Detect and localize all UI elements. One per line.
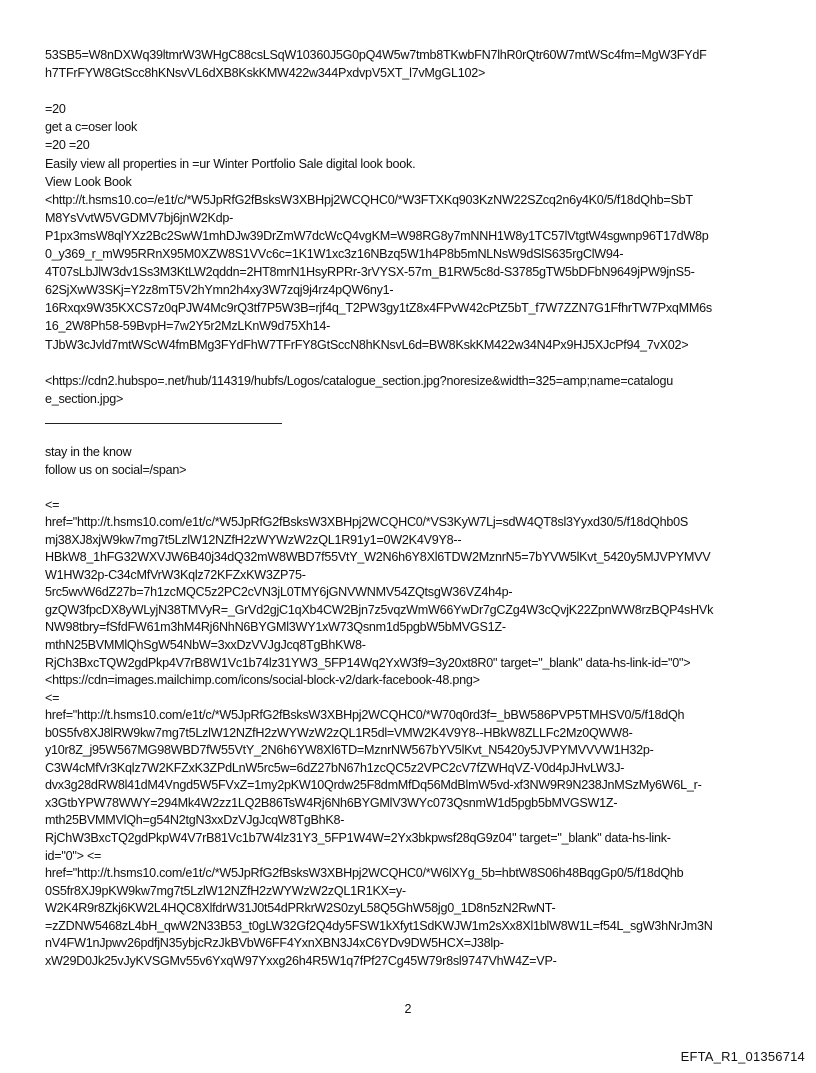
text-line: follow us on social=/span>	[45, 462, 187, 477]
text-line: W1HW32p-C34cMfVrW3Kqlz72KFZxKW3ZP75-	[45, 567, 306, 582]
text-line: href="http://t.hsms10.com/e1t/c/*W5JpRfG2fBsksW3XBHpj2WCQHC0/*VS3KyW7Lj=sdW4QT8sl3Yyxd30/5/f18dQhb0S	[45, 515, 689, 530]
bates-number: EFTA_R1_01356714	[680, 1049, 805, 1064]
text-line: Easily view all properties in =ur Winter Portfolio Sale digital look book.	[45, 156, 416, 171]
text-line: =20 =20	[45, 138, 90, 153]
text-line: 53SB5=W8nDXWq39ltmrW3WHgC88csLSqW10360J5G0pQ4W5w7tmb8TKwbFN7lhR0rQtr60W7mtWSc4fm=MgW3FYdF	[45, 48, 707, 62]
text-line: P1px3msW8qlYXz2Bc2SwW1mhDJw39DrZmW7dcWcQ4vgKM=W98RG8y7mNNH1W8y1TC57lVtgtW4sgwnp96T17dW8p	[45, 228, 709, 243]
email-source-text-top	[45, 46, 712, 408]
text-line: HBkW8_1hFG32WXVJW6B40j34dQ32mW8WBD7f55VtY_W2N6h6Y8Xl6TDW2MznrN5=7bYVW5lKvt_5420y5MJVPYMVV	[45, 550, 711, 565]
page-number: 2	[404, 1002, 412, 1016]
text-line: 16Rxqx9W35KXCS7z0qPJW4Mc9rQ3tf7P5W3B=rjf4q_T2PW3gy1tZ8x4FPvW42cPtZ5bT_f7W7ZZN7G1FfhrTW7PxqMM6s	[45, 301, 712, 316]
text-line: 4T07sLbJlW3dv1Ss3M3KtLW2qddn=2HT8mrN1HsyRPRr-3rVYSX-57m_B1RW5c8d-S3785gTW5bDFbN9649jPW9jnS5-	[45, 265, 695, 280]
text-line: =20	[45, 102, 66, 117]
text-line: 62SjXwW3SKj=Y2z8mT5V2hYmn2h4xy3W7zqj9j4rz4pQW6ny1-	[45, 283, 394, 298]
text-line: View Look Book	[45, 174, 132, 189]
text-line	[45, 82, 712, 100]
text-line: h7TFrFYW8GtScc8hKNsvVL6dXB8KskKMW422w344PxdvpV5XT_l7vMgGL102>	[45, 66, 486, 81]
text-line: xW29D0Jk25vJyKVSGMv55v6YxqW97Yxxg26h4R5W1q7fPf27Cg45W79r8sl9747VhW4Z=VP-	[45, 953, 557, 968]
text-line: mthN25BVMMlQhSgW54NbW=3xxDzVVJgJcq8TgBhKW8-	[45, 638, 366, 653]
text-line: NW98tbry=fSfdFW61m3hM4Rj6NhN6BYGMl3WY1xW73Qsnm1d5pgbW5bMVGS1Z-	[45, 620, 506, 635]
text-line: x3GtbYPW78WWY=294Mk4W2zz1LQ2B86TsW4Rj6Nh6BYGMlV3WYc073QsnmW1d5pgb5bMVGSW1Z-	[45, 795, 618, 810]
text-line: C3W4cMfVr3Kqlz7W2KFZxK3ZPdLnW5rc5w=6dZ27bN67h1zcQC5z2VPC2cV7fZWHqVZ-V0d4pJHvLW3J-	[45, 760, 625, 775]
text-line: gzQW3fpcDX8yWLyjN38TMVyR=_GrVd2gjC1qXb4CW2Bjn7z5vqzWmW66YwDr7gCZg4W3cQvjK22ZpnWW8rzBQP4sHVk	[45, 602, 714, 617]
text-line: RjChW3BxcTQ2gdPkpW4V7rB81Vc1b7W4lz31Y3_5FP1W4W=2Yx3bkpwsf28qG9z04" target="_blank" data-hs-link-	[45, 831, 671, 846]
text-line: href="http://t.hsms10.com/e1t/c/*W5JpRfG2fBsksW3XBHpj2WCQHC0/*W6lXYg_5b=hbtW8S06h48BqgGp0/5/f18dQhb	[45, 866, 684, 881]
text-line: 0S5fr8XJ9pKW9kw7mg7t5LzlW12NZfH2zWYWzW2zQL1R1KX=y-	[45, 883, 406, 898]
text-line: RjCh3BxcTQW2gdPkp4V7rB8W1Vc1b74lz31YW3_5FP14Wq2YxW3f9=3y20xt8R0" target="_blank" data-hs-link-id="0">	[45, 655, 691, 670]
text-line: <=	[45, 690, 60, 705]
text-line: M8YsVvtW5VGDMV7bj6jnW2Kdp-	[45, 210, 234, 225]
text-line	[45, 479, 713, 497]
text-line: stay in the know	[45, 445, 132, 459]
text-line: <https://cdn=images.mailchimp.com/icons/social-block-v2/dark-facebook-48.png>	[45, 673, 480, 688]
text-line: get a c=oser look	[45, 120, 138, 135]
text-line: 5rc5wvW6dZ27b=7h1zcMQC5z2PC2cVN3jL0TMY6jGNVWNMV54ZQtsgW36VZ4h4p-	[45, 585, 513, 600]
text-line: nV4FW1nJpwv26pdfjN35ybjcRzJkBVbW6FF4YxnXBN3J4xC6YDv9DW5HCX=J38lp-	[45, 936, 504, 951]
text-line: 16_2W8Ph58-59BvpH=7w2Y5r2MzLKnW9d75Xh14-	[45, 319, 331, 334]
text-line: e_section.jpg>	[45, 391, 124, 406]
text-line: TJbW3cJvld7mtWScW4fmBMg3FYdFhW7TFrFY8GtSccN8hKNsvL6d=BW8KskKM422w34N4Px9HJ5XJcPf94_7vX02>	[45, 337, 689, 352]
text-line	[45, 354, 712, 372]
text-line: <=	[45, 497, 60, 512]
text-line: <https://cdn2.hubspo=.net/hub/114319/hubfs/Logos/catalogue_section.jpg?noresize&width=325=amp;name=catalogu	[45, 373, 674, 388]
text-line: W2K4R9r8Zkj6KW2L4HQC8XlfdrW31J0t54dPRkrW2S0zyL58Q5GhW58jg0_1D8n5zN2RwNT-	[45, 901, 556, 916]
text-line: dvx3g28dRW8l41dM4Vngd5W5FVxZ=1my2pKW10Qrdw25F8dmMfDq56MdBlmW5vd-xf3NW9R9N238JnMSzMy6W6L_r-	[45, 778, 702, 793]
text-line: 0_y369_r_mW95RRnX95M0XZW8S1VVc6c=1K1W1xc3z16NBzq5W1h4P8b5mNLNsW9dSlS635rgClW94-	[45, 247, 624, 262]
text-line: =zZDNW5468zL4bH_qwW2N33B53_t0gLW32Gf2Q4dy5FSW1kXfyt1SdKWJW1m2sXx8Xl1blW8W1L=f54L_sgW3hNrJm3N	[45, 918, 713, 933]
text-line: y10r8Z_j95W567MG98WBD7fW55VtY_2N6h6YW8Xl6TD=MznrNW567bYV5lKvt_N5420y5JVPYMVVVW1H32p-	[45, 743, 654, 758]
text-line: mj38XJ8xjW9kw7mg7t5LzlW12NZfH2zWYWzW2zQL1R91y1=0W2K4V9Y8--	[45, 532, 462, 547]
email-source-text-social	[45, 444, 713, 970]
text-line: mth25BVMMVlQh=g54N2tgN3xxDzVJgJcqW8TgBhK8-	[45, 813, 345, 828]
text-line: id="0"> <=	[45, 848, 102, 863]
text-line: b0S5fv8XJ8lRW9kw7mg7t5LzlW12NZfH2zWYWzW2zQL1R5dl=VMW2K4V9Y8--HBkW8ZLLFc2Mz0QWW8-	[45, 725, 633, 740]
text-line: <http://t.hsms10.co=/e1t/c/*W5JpRfG2fBsksW3XBHpj2WCQHC0/*W3FTXKq903KzNW22SZcq2n6y4K0/5/f18dQhb=SbT	[45, 192, 693, 207]
text-line: href="http://t.hsms10.com/e1t/c/*W5JpRfG2fBsksW3XBHpj2WCQHC0/*W70q0rd3f=_bBW586PVP5TMHSV0/5/f18dQh	[45, 708, 685, 723]
section-divider	[45, 423, 282, 424]
